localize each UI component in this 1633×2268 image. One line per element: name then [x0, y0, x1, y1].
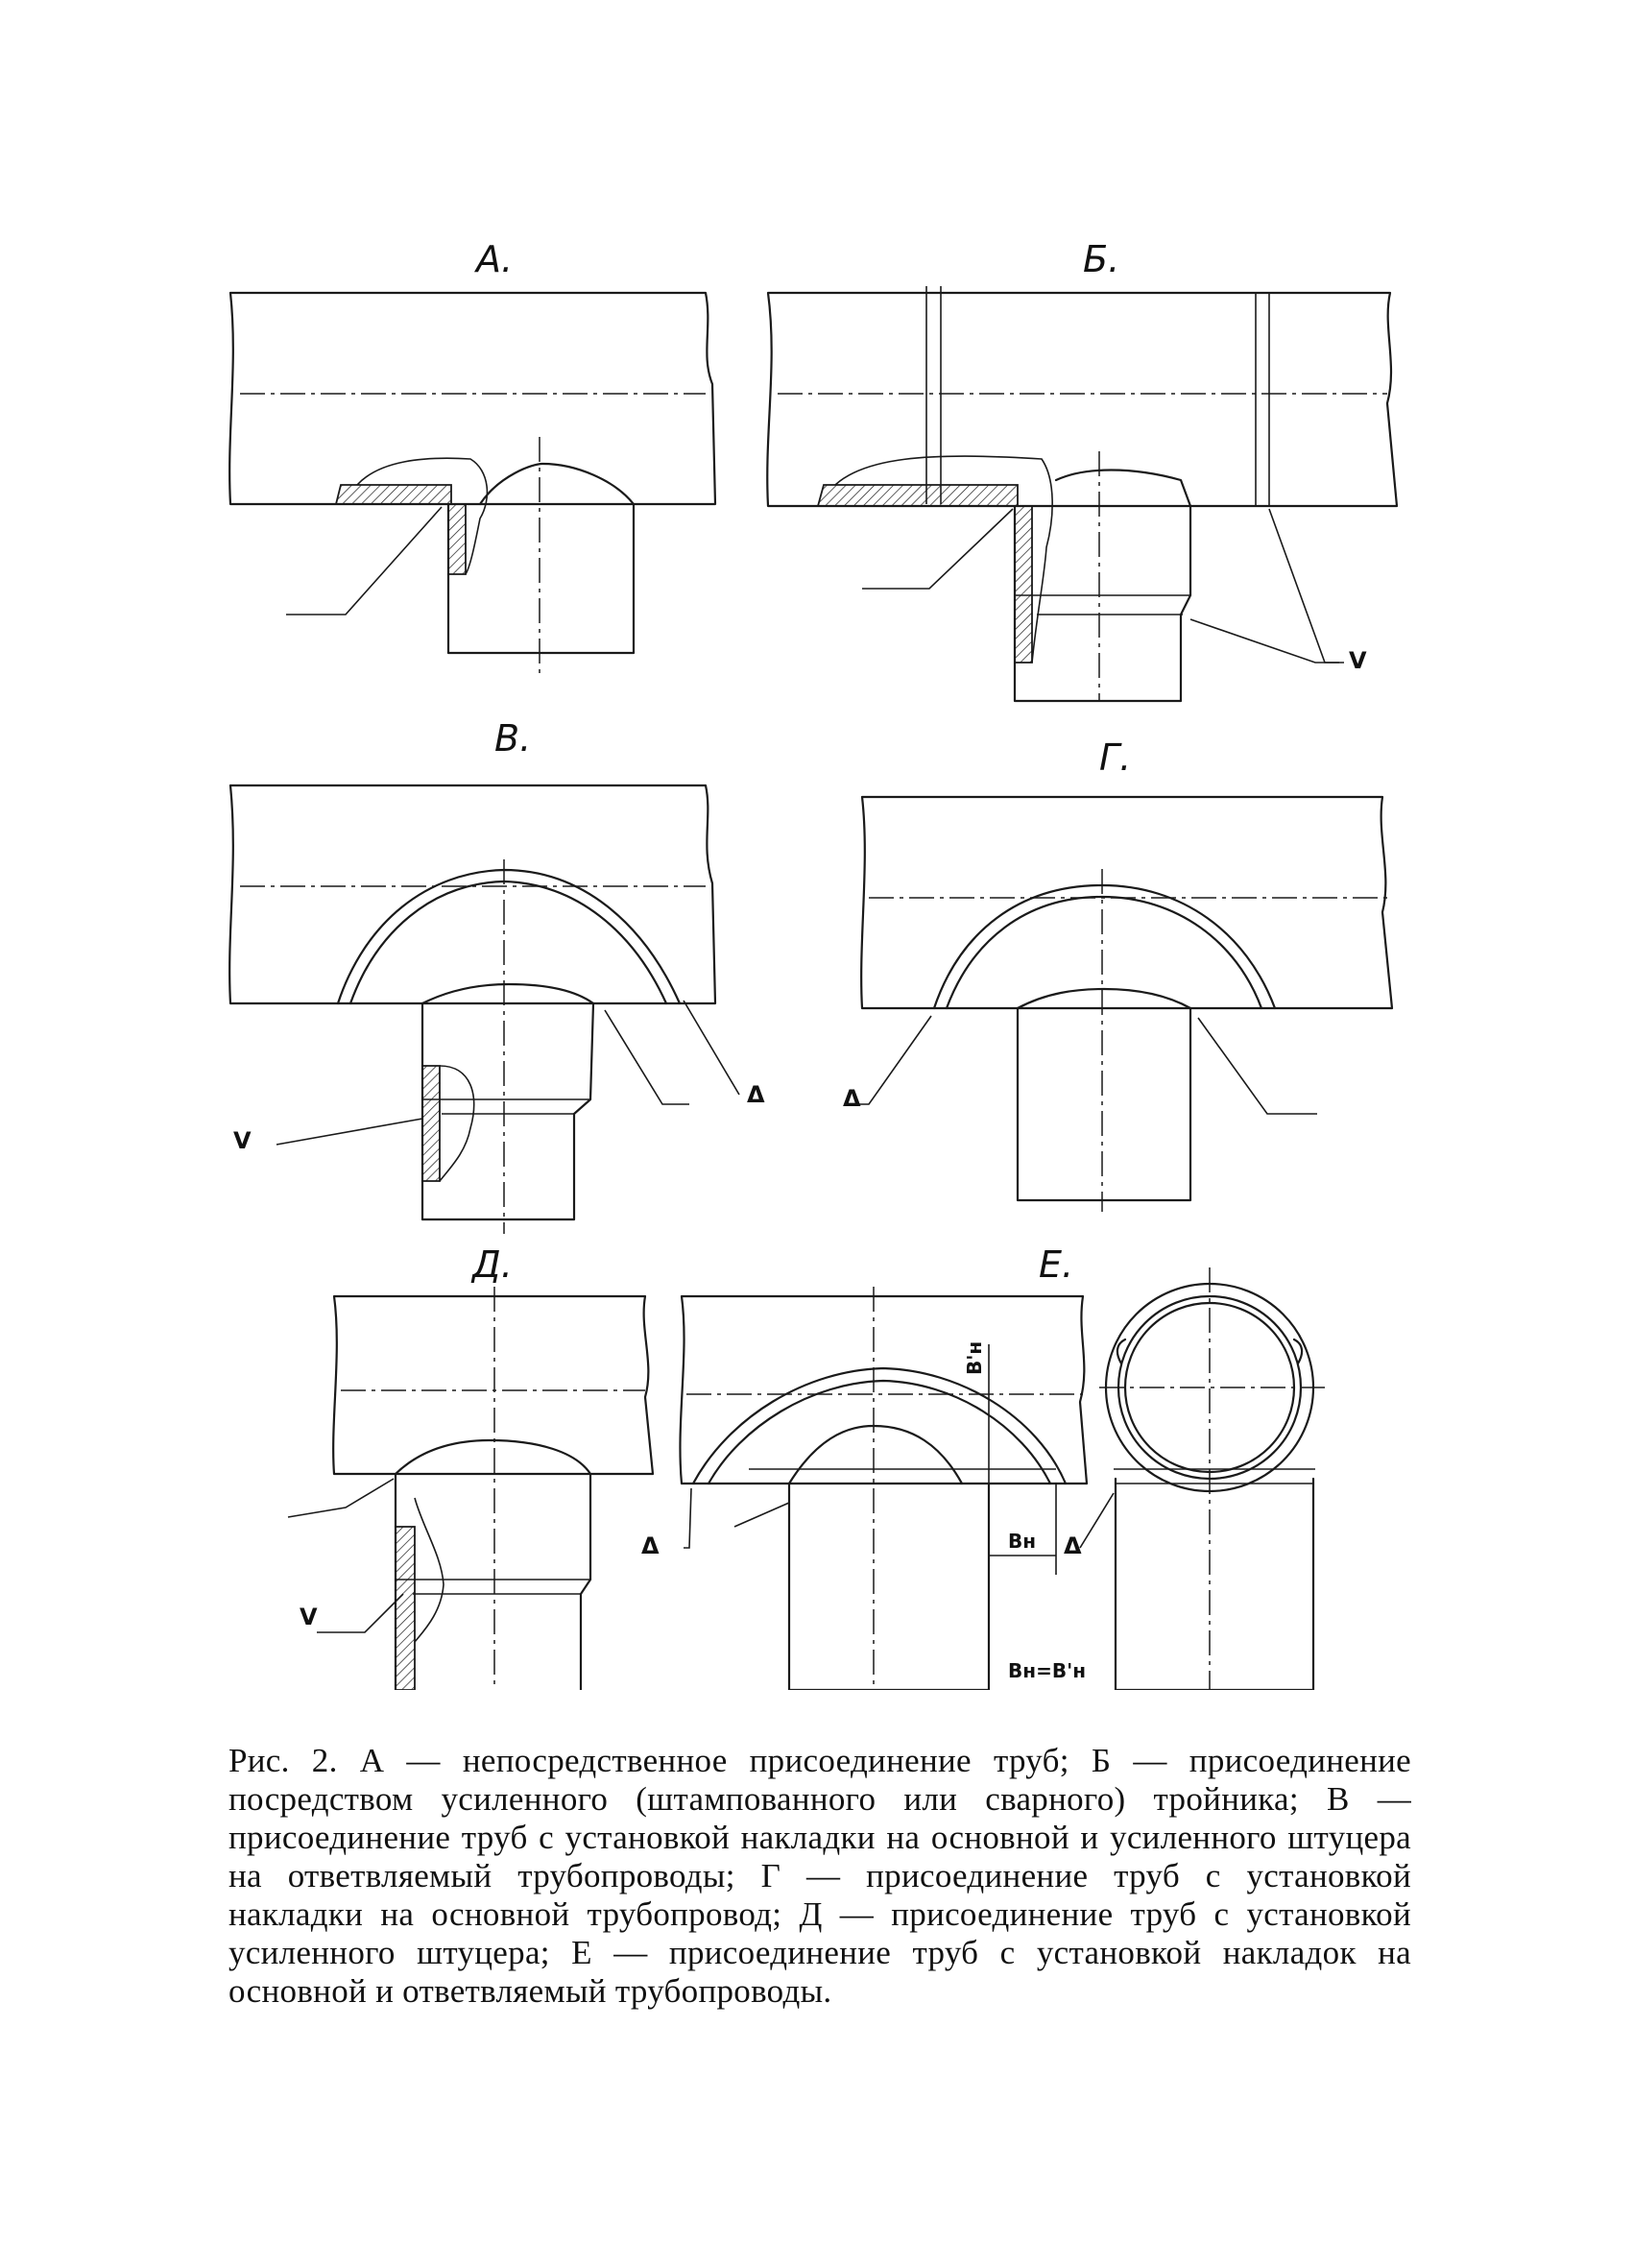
leader-b-v1	[1269, 509, 1339, 663]
panel-a-label: А.	[476, 238, 514, 280]
branch-pipe-a	[448, 504, 634, 653]
weld-contour-v	[440, 1066, 474, 1181]
leader-v-pad	[684, 1001, 739, 1095]
weld-contour-d	[415, 1498, 444, 1642]
panel-v-label: В.	[494, 717, 532, 760]
weld-wall-a	[448, 504, 466, 574]
weld-mark-d: V	[300, 1604, 318, 1630]
leader-d-main	[288, 1479, 394, 1517]
branch-intersection-b	[1056, 470, 1190, 507]
end-view-branch	[1116, 1479, 1313, 1690]
main-pipe-a	[229, 293, 715, 504]
branch-pipe-b	[1015, 506, 1190, 701]
leader-g-branch	[1198, 1018, 1317, 1114]
leader-v-weld	[276, 1119, 422, 1145]
panel-e-label: Е.	[1039, 1243, 1074, 1286]
weld-mark-b: V	[1349, 647, 1367, 674]
panel-g	[843, 736, 1392, 1212]
main-pipe-b	[767, 293, 1397, 506]
branch-pipe-v	[422, 1003, 593, 1219]
weld-section-a	[336, 485, 451, 504]
leader-e-left	[684, 1488, 691, 1548]
panel-d-label: Д.	[472, 1243, 513, 1286]
main-pipe-e	[680, 1296, 1087, 1484]
pad-inner-g	[947, 897, 1261, 1008]
figure-caption: Рис. 2. А — непосредственное присоединение труб; Б — присоединение посредством усиленного (штампованного или сварного) тройника; В — присоединение труб с установкой накладки на основной и усиленного штуцера на ответвляемый трубопроводы; Г — присоединение труб с установкой накладки на основной трубопровод; Д — присоединение труб с установкой усиленного штуцера; Е — присоединение труб с установкой накладок на основной и ответвляемый трубопроводы.	[228, 1742, 1411, 2010]
weld-contour-a	[357, 458, 487, 574]
branch-pipe-g	[1018, 1008, 1190, 1200]
delta-mark-e-right: Δ	[1064, 1532, 1082, 1559]
dim-bn-prime: B'н	[963, 1340, 986, 1375]
dim-equation: Bн=B'н	[1008, 1659, 1087, 1682]
panel-e	[641, 1243, 1325, 1690]
delta-mark-g: Δ	[843, 1085, 861, 1112]
end-view-weld-right	[1294, 1339, 1302, 1363]
main-pipe-v	[229, 785, 715, 1003]
leader-v-branch	[605, 1010, 689, 1104]
leader-b	[862, 509, 1013, 589]
leader-e-branch	[734, 1503, 789, 1527]
branch-intersection-g	[1018, 989, 1190, 1008]
branch-intersection-v	[422, 984, 593, 1003]
branch-pipe-d	[396, 1474, 590, 1690]
weld-wall-d	[396, 1527, 415, 1690]
branch-intersection-d	[396, 1440, 590, 1474]
leader-d-weld	[317, 1594, 403, 1632]
panel-b	[767, 238, 1397, 701]
panel-a	[229, 238, 715, 677]
leader-g-pad	[859, 1016, 931, 1104]
weld-section-b	[818, 485, 1018, 506]
pad-inner-e	[708, 1381, 1050, 1484]
panel-v	[229, 717, 765, 1234]
main-pipe-g	[861, 797, 1392, 1008]
leader-e-right	[1080, 1493, 1114, 1548]
delta-mark-e-left: Δ	[641, 1532, 660, 1559]
main-pipe-d	[333, 1296, 653, 1474]
weld-mark-v: V	[233, 1127, 252, 1154]
panel-g-label: Г.	[1099, 736, 1132, 779]
end-view-weld-left	[1117, 1339, 1125, 1363]
branch-pipe-e	[789, 1484, 989, 1690]
delta-mark-v: Δ	[747, 1081, 765, 1108]
weld-wall-b	[1015, 506, 1032, 663]
leader-b-v2	[1190, 619, 1344, 663]
panel-b-label: Б.	[1083, 238, 1120, 280]
branch-intersection-a	[480, 464, 634, 504]
panel-d	[288, 1243, 653, 1690]
leader-a	[286, 507, 442, 615]
dim-bn: Bн	[1008, 1530, 1037, 1553]
weld-wall-v	[422, 1066, 440, 1181]
branch-intersection-e	[789, 1426, 962, 1484]
